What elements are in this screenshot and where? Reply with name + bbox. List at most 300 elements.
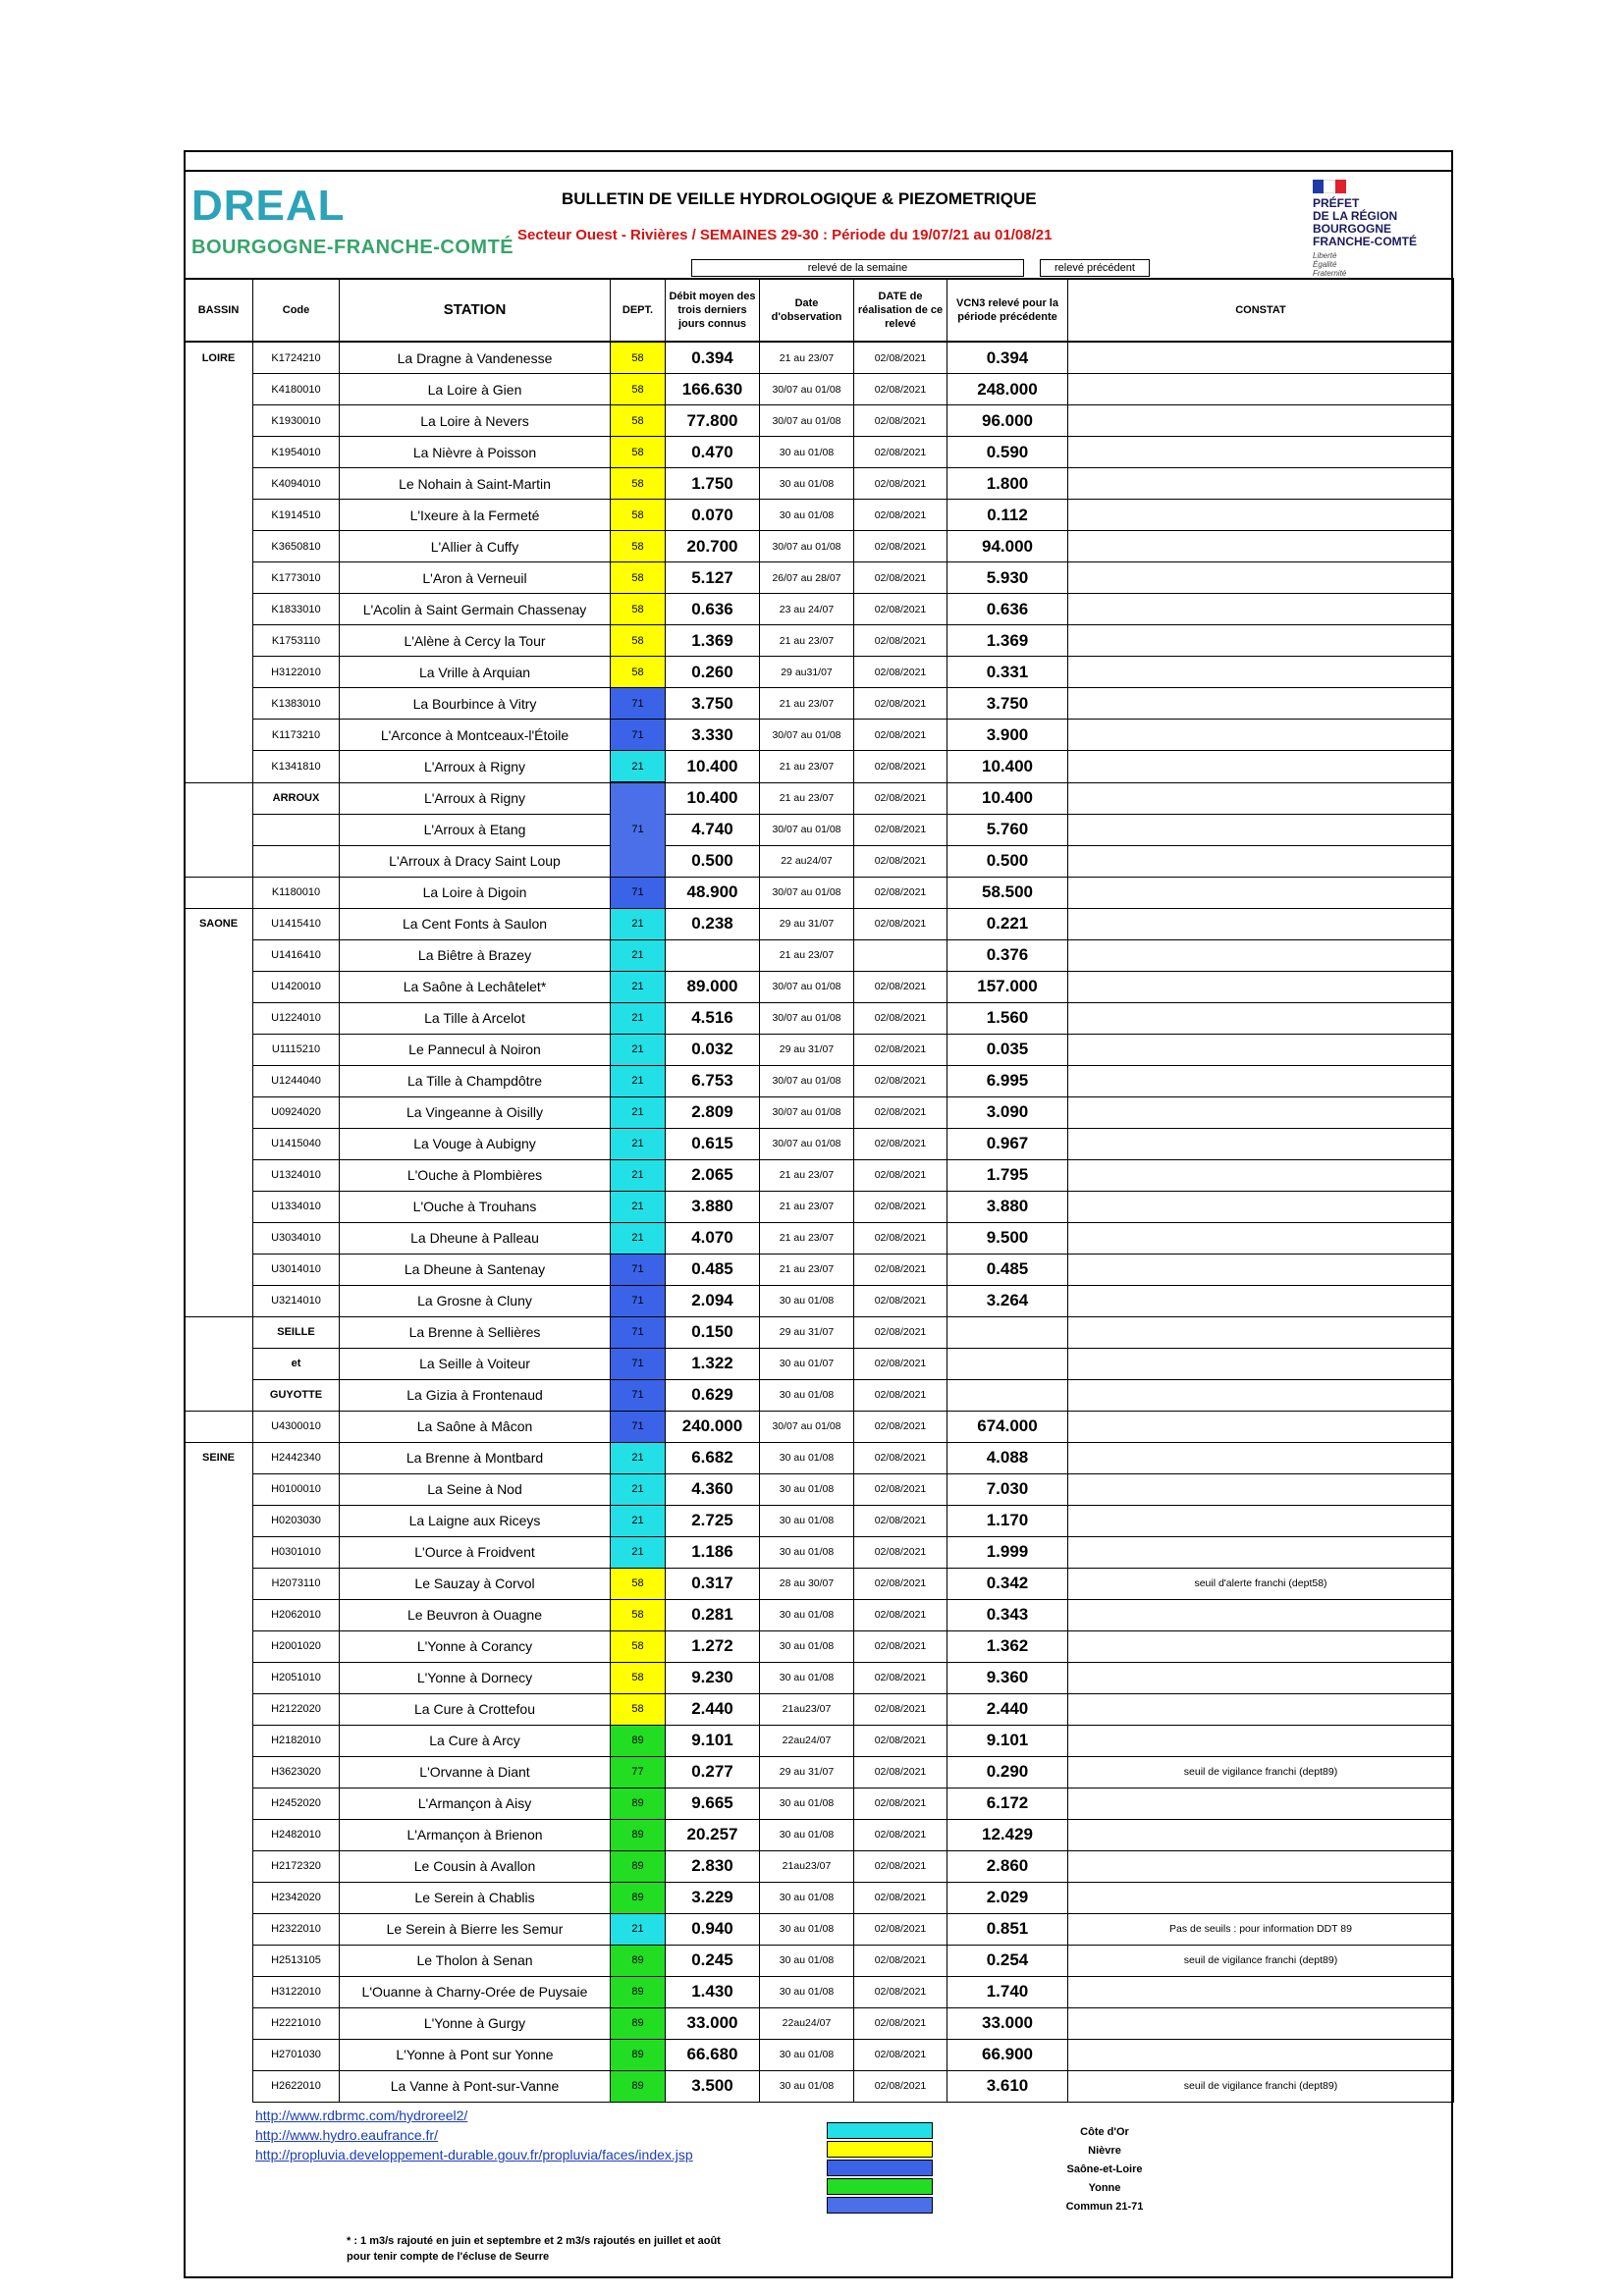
constat-cell	[1068, 971, 1454, 1002]
station-cell: La Nièvre à Poisson	[340, 437, 611, 468]
date-realisation-cell: 02/08/2021	[854, 1505, 947, 1536]
col-dept: DEPT.	[611, 279, 666, 342]
debit-cell: 1.369	[666, 625, 760, 657]
table-row	[185, 594, 1454, 625]
date-observation-cell: 30/07 au 01/08	[760, 720, 854, 751]
date-realisation-cell: 02/08/2021	[854, 877, 947, 908]
constat-cell	[1068, 1065, 1454, 1096]
constat-cell	[1068, 625, 1454, 657]
bulletin-footer	[184, 2096, 1453, 2278]
debit-cell: 0.940	[666, 1913, 760, 1945]
date-observation-cell: 26/07 au 28/07	[760, 562, 854, 594]
dept-cell: 21	[611, 1536, 666, 1568]
constat-cell	[1068, 1379, 1454, 1411]
code-cell: K1383010	[253, 688, 340, 720]
table-row	[185, 1285, 1454, 1316]
date-realisation-cell: 02/08/2021	[854, 437, 947, 468]
dept-cell: 58	[611, 531, 666, 562]
dept-cell: 89	[611, 1850, 666, 1882]
station-cell: L'Aron à Verneuil	[340, 562, 611, 594]
table-row	[185, 2007, 1454, 2039]
vcn3-cell: 0.394	[947, 342, 1068, 374]
vcn3-cell: 0.485	[947, 1254, 1068, 1285]
constat-cell	[1068, 1630, 1454, 1662]
station-cell: La Brenne à Montbard	[340, 1442, 611, 1473]
debit-cell: 77.800	[666, 405, 760, 437]
constat-cell	[1068, 437, 1454, 468]
dept-cell: 89	[611, 2070, 666, 2102]
vcn3-cell: 96.000	[947, 405, 1068, 437]
dept-cell: 71	[611, 814, 666, 845]
col-debit: Débit moyen des trois derniers jours connus	[666, 279, 760, 342]
date-observation-cell: 21 au 23/07	[760, 939, 854, 971]
date-observation-cell: 29 au 31/07	[760, 1034, 854, 1065]
date-realisation-cell: 02/08/2021	[854, 1002, 947, 1034]
table-row	[185, 405, 1454, 437]
dept-cell: 71	[611, 688, 666, 720]
bassin-cell	[185, 1159, 253, 1191]
col-constat: CONSTAT	[1068, 279, 1454, 342]
date-realisation-cell: 02/08/2021	[854, 1222, 947, 1254]
station-cell: L'Acolin à Saint Germain Chassenay	[340, 594, 611, 625]
date-realisation-cell: 02/08/2021	[854, 657, 947, 688]
table-row	[185, 1254, 1454, 1285]
bassin-cell	[185, 1096, 253, 1128]
table-header-row	[185, 279, 1454, 342]
bassin-cell	[185, 688, 253, 720]
motto-line: Égalité	[1313, 260, 1337, 269]
bassin-cell	[185, 625, 253, 657]
vcn3-cell: 0.376	[947, 939, 1068, 971]
station-cell: La Biêtre à Brazey	[340, 939, 611, 971]
date-observation-cell: 30/07 au 01/08	[760, 1411, 854, 1442]
legend-label: Côte d'Or	[1080, 2126, 1129, 2138]
bassin-cell	[185, 1505, 253, 1536]
date-observation-cell: 22au24/07	[760, 1725, 854, 1756]
station-cell: La Cent Fonts à Saulon	[340, 908, 611, 939]
footnote-line: pour tenir compte de l'écluse de Seurre	[347, 2251, 550, 2263]
constat-cell: seuil d'alerte franchi (dept58)	[1068, 1568, 1454, 1599]
constat-cell	[1068, 468, 1454, 500]
debit-cell: 0.238	[666, 908, 760, 939]
code-cell: H2073110	[253, 1568, 340, 1599]
table-row	[185, 1662, 1454, 1693]
footnote	[347, 2233, 721, 2265]
constat-cell	[1068, 562, 1454, 594]
date-realisation-cell: 02/08/2021	[854, 1034, 947, 1065]
date-observation-cell: 30 au 01/08	[760, 1285, 854, 1316]
legend-label: Commun 21-71	[1065, 2201, 1144, 2213]
vcn3-cell: 0.851	[947, 1913, 1068, 1945]
constat-cell: Pas de seuils : pour information DDT 89	[1068, 1913, 1454, 1945]
constat-cell	[1068, 845, 1454, 877]
constat-cell	[1068, 500, 1454, 531]
date-realisation-cell: 02/08/2021	[854, 374, 947, 405]
dept-cell: 71	[611, 1285, 666, 1316]
date-realisation-cell: 02/08/2021	[854, 1065, 947, 1096]
station-cell: La Dheune à Palleau	[340, 1222, 611, 1254]
date-observation-cell: 30/07 au 01/08	[760, 531, 854, 562]
table-row	[185, 1379, 1454, 1411]
station-cell: L'Arroux à Dracy Saint Loup	[340, 845, 611, 877]
date-realisation-cell: 02/08/2021	[854, 971, 947, 1002]
date-realisation-cell: 02/08/2021	[854, 845, 947, 877]
constat-cell: seuil de vigilance franchi (dept89)	[1068, 1945, 1454, 1976]
prefet-line: BOURGOGNE	[1313, 222, 1392, 236]
vcn3-cell: 674.000	[947, 1411, 1068, 1442]
date-observation-cell: 30 au 01/08	[760, 1473, 854, 1505]
code-cell: ARROUX	[253, 782, 340, 814]
constat-cell	[1068, 594, 1454, 625]
code-cell: U1334010	[253, 1191, 340, 1222]
date-realisation-cell: 02/08/2021	[854, 1788, 947, 1819]
dept-cell: 89	[611, 1819, 666, 1850]
constat-cell	[1068, 374, 1454, 405]
vcn3-cell: 5.930	[947, 562, 1068, 594]
dept-cell: 21	[611, 908, 666, 939]
releve-semaine-label: relevé de la semaine	[691, 259, 1024, 277]
station-cell: L'Arroux à Etang	[340, 814, 611, 845]
station-cell: La Gizia à Frontenaud	[340, 1379, 611, 1411]
code-cell: H2342020	[253, 1882, 340, 1913]
dept-cell: 21	[611, 971, 666, 1002]
table-row	[185, 1442, 1454, 1473]
station-cell: Le Cousin à Avallon	[340, 1850, 611, 1882]
code-cell: K3650810	[253, 531, 340, 562]
table-row	[185, 1913, 1454, 1945]
date-realisation-cell: 02/08/2021	[854, 1285, 947, 1316]
bassin-cell	[185, 1882, 253, 1913]
constat-cell	[1068, 751, 1454, 783]
code-cell: H0203030	[253, 1505, 340, 1536]
station-cell: L'Alène à Cercy la Tour	[340, 625, 611, 657]
dept-cell	[611, 845, 666, 877]
bassin-cell	[185, 1599, 253, 1630]
vcn3-cell: 1.999	[947, 1536, 1068, 1568]
date-observation-cell: 30 au 01/08	[760, 1662, 854, 1693]
debit-cell: 4.070	[666, 1222, 760, 1254]
dept-cell: 71	[611, 1316, 666, 1348]
date-realisation-cell: 02/08/2021	[854, 1254, 947, 1285]
date-observation-cell: 28 au 30/07	[760, 1568, 854, 1599]
station-cell: L'Ource à Froidvent	[340, 1536, 611, 1568]
dept-cell: 71	[611, 720, 666, 751]
table-row	[185, 1473, 1454, 1505]
vcn3-cell: 1.362	[947, 1630, 1068, 1662]
bassin-cell	[185, 751, 253, 783]
table-row	[185, 657, 1454, 688]
bassin-cell	[185, 1285, 253, 1316]
vcn3-cell: 0.500	[947, 845, 1068, 877]
table-row	[185, 845, 1454, 877]
station-cell: L'Yonne à Gurgy	[340, 2007, 611, 2039]
table-row	[185, 1159, 1454, 1191]
constat-cell	[1068, 1285, 1454, 1316]
bassin-cell	[185, 1002, 253, 1034]
bassin-cell	[185, 1065, 253, 1096]
station-cell: La Brenne à Sellières	[340, 1316, 611, 1348]
bassin-cell	[185, 1473, 253, 1505]
vcn3-cell: 2.440	[947, 1693, 1068, 1725]
dept-cell: 21	[611, 1913, 666, 1945]
station-cell: La Laigne aux Riceys	[340, 1505, 611, 1536]
bassin-cell	[185, 1945, 253, 1976]
code-cell: K4094010	[253, 468, 340, 500]
constat-cell	[1068, 1536, 1454, 1568]
code-cell: U1224010	[253, 1002, 340, 1034]
station-cell: L'Ouche à Plombières	[340, 1159, 611, 1191]
table-row	[185, 1819, 1454, 1850]
releve-precedent-label: relevé précédent	[1040, 259, 1150, 277]
code-cell: GUYOTTE	[253, 1379, 340, 1411]
code-cell: H2322010	[253, 1913, 340, 1945]
constat-cell	[1068, 2007, 1454, 2039]
debit-cell: 0.470	[666, 437, 760, 468]
constat-cell	[1068, 1002, 1454, 1034]
vcn3-cell: 248.000	[947, 374, 1068, 405]
date-realisation-cell: 02/08/2021	[854, 2070, 947, 2102]
station-cell: L'Arroux à Rigny	[340, 782, 611, 814]
date-observation-cell: 21 au 23/07	[760, 1254, 854, 1285]
table-row	[185, 720, 1454, 751]
debit-cell: 2.830	[666, 1850, 760, 1882]
date-realisation-cell: 02/08/2021	[854, 1913, 947, 1945]
link-hydro-eaufrance[interactable]: http://www.hydro.eaufrance.fr/	[255, 2127, 438, 2143]
dept-cell: 89	[611, 2007, 666, 2039]
bassin-cell	[185, 468, 253, 500]
bassin-cell	[185, 1756, 253, 1788]
vcn3-cell: 1.795	[947, 1159, 1068, 1191]
bassin-cell	[185, 2007, 253, 2039]
motto-line: Liberté	[1313, 251, 1337, 260]
date-observation-cell: 30 au 01/08	[760, 1945, 854, 1976]
vcn3-cell: 3.880	[947, 1191, 1068, 1222]
bassin-cell	[185, 845, 253, 877]
dept-cell: 21	[611, 751, 666, 783]
station-cell: L'Arconce à Montceaux-l'Étoile	[340, 720, 611, 751]
vcn3-cell	[947, 1348, 1068, 1379]
dept-cell: 58	[611, 374, 666, 405]
station-cell: Le Serein à Chablis	[340, 1882, 611, 1913]
dept-cell: 58	[611, 1693, 666, 1725]
code-cell: H2452020	[253, 1788, 340, 1819]
table-row	[185, 1316, 1454, 1348]
constat-cell	[1068, 1976, 1454, 2007]
vcn3-cell: 2.860	[947, 1850, 1068, 1882]
code-cell: K1914510	[253, 500, 340, 531]
debit-cell: 48.900	[666, 877, 760, 908]
link-propluvia[interactable]: http://propluvia.developpement-durable.gouv.fr/propluvia/faces/index.jsp	[255, 2147, 693, 2163]
debit-cell: 3.500	[666, 2070, 760, 2102]
col-code: Code	[253, 279, 340, 342]
date-observation-cell: 21 au 23/07	[760, 625, 854, 657]
code-cell: H0100010	[253, 1473, 340, 1505]
date-observation-cell: 30/07 au 01/08	[760, 1128, 854, 1159]
dept-cell: 58	[611, 468, 666, 500]
date-observation-cell: 30 au 01/08	[760, 1882, 854, 1913]
table-row	[185, 1002, 1454, 1034]
date-observation-cell: 30/07 au 01/08	[760, 1096, 854, 1128]
table-row	[185, 1630, 1454, 1662]
legend-swatch-cote-dor	[827, 2122, 933, 2139]
debit-cell: 0.500	[666, 845, 760, 877]
vcn3-cell: 9.360	[947, 1662, 1068, 1693]
code-cell: U1324010	[253, 1159, 340, 1191]
bassin-cell	[185, 594, 253, 625]
dept-cell: 21	[611, 1065, 666, 1096]
vcn3-cell: 66.900	[947, 2039, 1068, 2070]
debit-cell: 10.400	[666, 782, 760, 814]
color-legend	[827, 2122, 933, 2216]
constat-cell	[1068, 1222, 1454, 1254]
code-cell: U0924020	[253, 1096, 340, 1128]
debit-cell: 3.229	[666, 1882, 760, 1913]
constat-cell	[1068, 1442, 1454, 1473]
debit-cell: 6.753	[666, 1065, 760, 1096]
debit-cell: 0.485	[666, 1254, 760, 1285]
code-cell: U1415410	[253, 908, 340, 939]
date-observation-cell: 29 au 31/07	[760, 908, 854, 939]
dept-cell: 71	[611, 1379, 666, 1411]
date-observation-cell: 30 au 01/08	[760, 437, 854, 468]
station-cell: La Bourbince à Vitry	[340, 688, 611, 720]
link-rdbrmc[interactable]: http://www.rdbrmc.com/hydroreel2/	[255, 2108, 468, 2123]
debit-cell: 1.430	[666, 1976, 760, 2007]
date-realisation-cell: 02/08/2021	[854, 1191, 947, 1222]
station-cell: Le Serein à Bierre les Semur	[340, 1913, 611, 1945]
code-cell: K1180010	[253, 877, 340, 908]
dept-cell: 58	[611, 1662, 666, 1693]
date-realisation-cell: 02/08/2021	[854, 1976, 947, 2007]
table-row	[185, 1725, 1454, 1756]
dept-cell: 58	[611, 625, 666, 657]
date-realisation-cell: 02/08/2021	[854, 1599, 947, 1630]
stations-table	[184, 278, 1454, 2103]
vcn3-cell: 2.029	[947, 1882, 1068, 1913]
bassin-cell	[185, 1222, 253, 1254]
debit-cell: 2.440	[666, 1693, 760, 1725]
date-realisation-cell: 02/08/2021	[854, 625, 947, 657]
debit-cell: 10.400	[666, 751, 760, 783]
date-realisation-cell: 02/08/2021	[854, 1662, 947, 1693]
station-cell: La Tille à Arcelot	[340, 1002, 611, 1034]
date-realisation-cell: 02/08/2021	[854, 2007, 947, 2039]
station-cell: Le Tholon à Senan	[340, 1945, 611, 1976]
date-observation-cell: 21 au 23/07	[760, 342, 854, 374]
bassin-cell	[185, 1254, 253, 1285]
dept-cell: 21	[611, 939, 666, 971]
bassin-cell	[185, 939, 253, 971]
bassin-cell	[185, 562, 253, 594]
debit-cell: 0.245	[666, 1945, 760, 1976]
dept-cell: 21	[611, 1128, 666, 1159]
debit-cell: 2.809	[666, 1096, 760, 1128]
dept-cell: 58	[611, 562, 666, 594]
table-row	[185, 1599, 1454, 1630]
motto-line: Fraternité	[1313, 269, 1347, 278]
station-cell: La Saône à Lechâtelet*	[340, 971, 611, 1002]
date-observation-cell: 21au23/07	[760, 1693, 854, 1725]
date-observation-cell: 30 au 01/08	[760, 1599, 854, 1630]
constat-cell	[1068, 688, 1454, 720]
constat-cell	[1068, 1128, 1454, 1159]
dept-cell: 21	[611, 1034, 666, 1065]
debit-cell: 0.070	[666, 500, 760, 531]
table-row	[185, 1065, 1454, 1096]
date-realisation-cell: 02/08/2021	[854, 405, 947, 437]
code-cell: U3014010	[253, 1254, 340, 1285]
dept-cell: 89	[611, 1882, 666, 1913]
legend-swatch-commun	[827, 2197, 933, 2214]
table-row	[185, 1222, 1454, 1254]
debit-cell: 0.032	[666, 1034, 760, 1065]
vcn3-cell: 3.750	[947, 688, 1068, 720]
constat-cell	[1068, 1348, 1454, 1379]
date-observation-cell: 30 au 01/08	[760, 1442, 854, 1473]
vcn3-cell: 0.590	[947, 437, 1068, 468]
debit-cell: 2.094	[666, 1285, 760, 1316]
code-cell: H2513105	[253, 1945, 340, 1976]
date-observation-cell: 23 au 24/07	[760, 594, 854, 625]
station-cell: La Vouge à Aubigny	[340, 1128, 611, 1159]
bassin-cell	[185, 877, 253, 908]
date-realisation-cell: 02/08/2021	[854, 594, 947, 625]
legend-labels	[1026, 2123, 1183, 2216]
debit-cell: 2.725	[666, 1505, 760, 1536]
date-observation-cell: 30 au 01/08	[760, 2070, 854, 2102]
code-cell: H3623020	[253, 1756, 340, 1788]
debit-cell: 0.629	[666, 1379, 760, 1411]
legend-swatch-nievre	[827, 2141, 933, 2158]
date-realisation-cell: 02/08/2021	[854, 1568, 947, 1599]
date-observation-cell: 30 au 01/08	[760, 1630, 854, 1662]
bassin-cell	[185, 1725, 253, 1756]
table-row	[185, 751, 1454, 783]
debit-cell: 3.880	[666, 1191, 760, 1222]
code-cell: K1173210	[253, 720, 340, 751]
debit-cell: 1.272	[666, 1630, 760, 1662]
dept-cell: 21	[611, 1159, 666, 1191]
bassin-cell	[185, 1536, 253, 1568]
bassin-cell	[185, 405, 253, 437]
station-cell: Le Pannecul à Noiron	[340, 1034, 611, 1065]
table-row	[185, 562, 1454, 594]
station-cell: L'Yonne à Corancy	[340, 1630, 611, 1662]
date-realisation-cell	[854, 939, 947, 971]
dept-cell: 71	[611, 877, 666, 908]
col-vcn3: VCN3 relevé pour la période précédente	[947, 279, 1068, 342]
station-cell: La Vanne à Pont-sur-Vanne	[340, 2070, 611, 2102]
date-observation-cell: 21 au 23/07	[760, 751, 854, 783]
vcn3-cell: 0.967	[947, 1128, 1068, 1159]
code-cell: U1416410	[253, 939, 340, 971]
date-realisation-cell: 02/08/2021	[854, 1536, 947, 1568]
bassin-cell	[185, 1034, 253, 1065]
constat-cell	[1068, 1725, 1454, 1756]
date-observation-cell: 30/07 au 01/08	[760, 405, 854, 437]
bassin-cell	[185, 782, 253, 814]
bassin-cell	[185, 1662, 253, 1693]
bassin-cell	[185, 1191, 253, 1222]
vcn3-cell: 5.760	[947, 814, 1068, 845]
code-cell: K1773010	[253, 562, 340, 594]
dept-cell: 58	[611, 1568, 666, 1599]
prefet-line: DE LA RÉGION	[1313, 209, 1398, 223]
dept-cell: 58	[611, 657, 666, 688]
table-row	[185, 342, 1454, 374]
station-cell: L'Ouche à Trouhans	[340, 1191, 611, 1222]
constat-cell	[1068, 342, 1454, 374]
